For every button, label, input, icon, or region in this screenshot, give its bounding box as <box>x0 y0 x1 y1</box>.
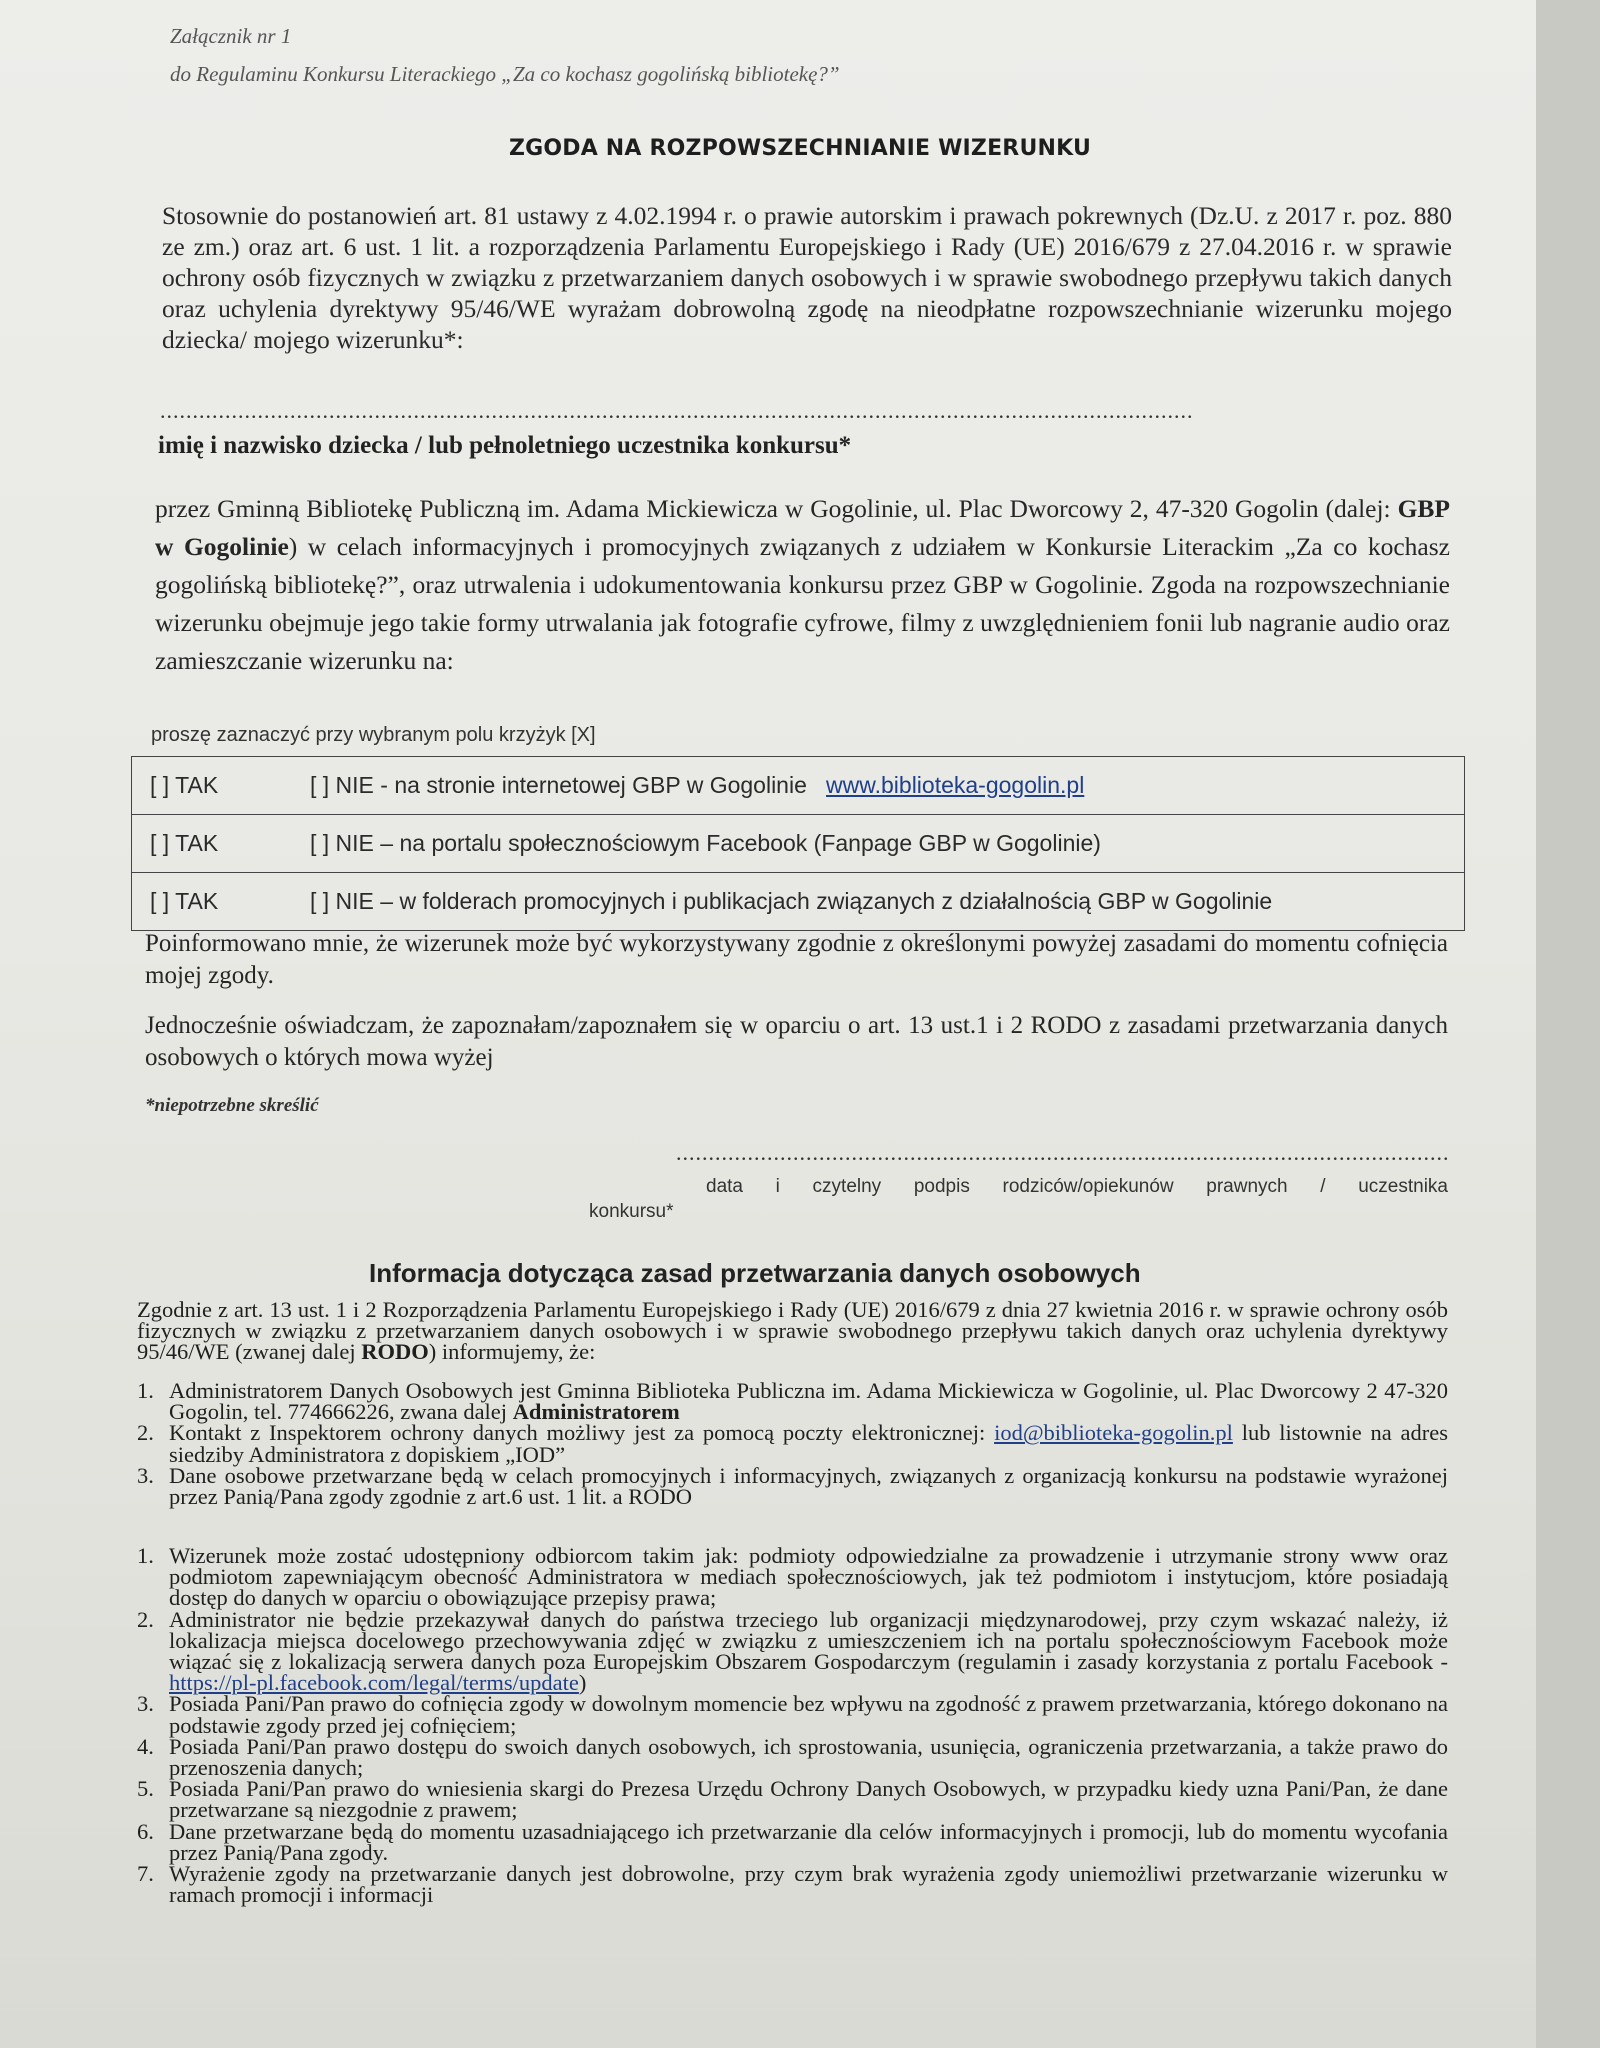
signature-label-continued: konkursu* <box>589 1201 674 1222</box>
info-intro-bold: RODO <box>361 1339 429 1364</box>
facebook-terms-link[interactable]: https://pl-pl.facebook.com/legal/terms/update <box>169 1670 579 1696</box>
rodo-declaration-paragraph: Jednocześnie oświadczam, że zapoznałam/zapoznałem się w oparciu o art. 13 ust.1 i 2 RODO z zasadami przetwarzania danych osobowych o których mowa wyżej <box>145 1012 1448 1071</box>
signature-fill-line: ....................................................................................................................... <box>676 1140 1450 1165</box>
option-cell <box>132 873 1465 931</box>
info-list-secondary <box>137 1543 1448 1908</box>
info-list-primary <box>137 1378 1448 1510</box>
list-item <box>137 1861 1448 1908</box>
list-text-bold: Administratorem <box>512 1399 680 1425</box>
strike-note: *niepotrzebne skreślić <box>145 1095 319 1116</box>
signature-label: data i czytelny podpis rodziców/opiekunów prawnych / uczestnika <box>706 1176 1448 1197</box>
list-item <box>137 1606 1448 1696</box>
option-row-publications <box>132 873 1465 931</box>
list-item <box>137 1462 1448 1510</box>
list-text: Posiada Pani/Pan prawo dostępu do swoich danych osobowych, ich sprostowania, usunięcia, ograniczenia przetwarzania, a także prawo do przenoszenia danych; <box>169 1733 1448 1781</box>
list-item <box>137 1378 1448 1425</box>
list-text: Posiada Pani/Pan prawo do wniesienia skargi do Prezesa Urzędu Ochrony Danych Osobowych, w przypadku kiedy uzna Pani/Pan, że dane przetwarzane są niezgodnie z prawem; <box>169 1776 1448 1823</box>
scope-text-bold: GBP w Gogolinie <box>155 494 1450 561</box>
list-text: Dane przetwarzane będą do momentu uzasadniającego ich przetwarzanie dla celów informacyjnych i promocji, lub do momentu wycofania przez Panią/Pana zgody. <box>169 1818 1448 1865</box>
option-row-facebook <box>132 815 1465 873</box>
no-checkbox-text[interactable]: [ ] NIE - na stronie internetowej GBP w Gogolinie <box>310 772 807 798</box>
info-intro-b: ) informujemy, że: <box>428 1339 596 1364</box>
list-number: 5. <box>137 1776 154 1802</box>
no-checkbox-text[interactable]: [ ] NIE – na portalu społecznościowym Facebook (Fanpage GBP w Gogolinie) <box>310 830 1101 856</box>
option-row-website <box>132 757 1465 815</box>
list-number: 3. <box>137 1691 154 1717</box>
list-number: 6. <box>137 1818 154 1844</box>
scope-text-b: ) w celach informacyjnych i promocyjnych związanych z udziałem w Konkursie Literackim „Za co kochasz gogolińską bibliotekę?”, oraz utrwalenia i udokumentowania konkursu przez GBP w Gogolinie. Zgoda na rozpowszechnianie wizerunku obejmuje jego takie formy utrwalania jak fotografie cyfrowe, filmy z uwzględnieniem fonii lub nagranie audio oraz zamieszczanie wizerunku na: <box>155 532 1450 675</box>
consent-options-table <box>131 756 1465 931</box>
list-number: 4. <box>137 1733 154 1759</box>
info-intro-paragraph <box>137 1299 1448 1362</box>
website-link[interactable]: www.biblioteka-gogolin.pl <box>826 772 1085 798</box>
annex-number: Załącznik nr 1 <box>170 24 292 48</box>
info-section-title: Informacja dotycząca zasad przetwarzania danych osobowych <box>369 1258 1141 1288</box>
checkbox-instruction: proszę zaznaczyć przy wybranym polu krzyżyk [X] <box>151 724 596 746</box>
option-cell <box>132 815 1465 873</box>
list-text: Administratorem Danych Osobowych jest Gminna Biblioteka Publiczna im. Adama Mickiewicza w Gogolinie, ul. Plac Dworcowy 2 47-320 Gogolin, tel. 774666226, zwana dalej <box>169 1378 1448 1425</box>
iod-email-link[interactable]: iod@biblioteka-gogolin.pl <box>994 1420 1233 1446</box>
list-number: 2. <box>137 1606 154 1632</box>
annex-reference: do Regulaminu Konkursu Literackiego „Za co kochasz gogolińską bibliotekę?” <box>170 62 840 86</box>
list-text: Wyrażenie zgody na przetwarzanie danych jest dobrowolne, przy czym brak wyrażenia zgody uniemożliwi przetwarzanie wizerunku w ramach promocji i informacji <box>169 1861 1448 1908</box>
yes-checkbox[interactable]: [ ] TAK <box>150 772 219 798</box>
list-text: Kontakt z Inspektorem ochrony danych możliwy jest za pomocą poczty elektronicznej: <box>169 1420 995 1446</box>
list-item <box>137 1545 1448 1609</box>
withdrawal-info-paragraph: Poinformowano mnie, że wizerunek może być wykorzystywany zgodnie z określonymi powyżej zasadami do momentu cofnięcia mojej zgody. <box>145 930 1448 989</box>
list-text: Wizerunek może zostać udostępniony odbiorcom takim jak: podmioty odpowiedzialne za prowadzenie i utrzymanie strony www oraz podmiotom zapewniającym obecność Administratora w mediach społecznościowych, jak też podmiotom i instytucjom, które posiadają dostęp do danych w oparciu o obowiązujące przepisy prawa; <box>169 1543 1448 1611</box>
info-intro-a: Zgodnie z art. 13 ust. 1 i 2 Rozporządzenia Parlamentu Europejskiego i Rady (UE) 2016/679 z dnia 27 kwietnia 2016 r. w sprawie ochrony osób fizycznych w związku z przetwarzaniem danych osobowych i w sprawie swobodnego przepływu takich danych oraz uchylenia dyrektywy 95/46/WE (zwanej dalej <box>137 1297 1448 1364</box>
list-item <box>137 1691 1448 1738</box>
list-text: Dane osobowe przetwarzane będą w celach promocyjnych i informacyjnych, związanych z organizacją konkursu na podstawie wyrażonej przez Panią/Pana zgody zgodnie z art.6 ust. 1 lit. a RODO <box>169 1462 1448 1510</box>
consent-scope-paragraph <box>155 490 1450 680</box>
list-number: 2. <box>137 1420 154 1446</box>
yes-checkbox[interactable]: [ ] TAK <box>150 830 219 856</box>
document-title: ZGODA NA ROZPOWSZECHNIANIE WIZERUNKU <box>508 136 1092 161</box>
list-item <box>137 1776 1448 1823</box>
list-item <box>137 1733 1448 1781</box>
list-text-tail: lub listownie na adres siedziby Administratora z dopiskiem „IOD” <box>169 1420 1448 1467</box>
list-item <box>137 1420 1448 1467</box>
consent-intro-paragraph: Stosownie do postanowień art. 81 ustawy z 4.02.1994 r. o prawie autorskim i prawach pokrewnych (Dz.U. z 2017 r. poz. 880 ze zm.) oraz art. 6 ust. 1 lit. a rozporządzenia Parlamentu Europejskiego i Rady (UE) 2016/679 z 27.04.2016 r. w sprawie ochrony osób fizycznych w związku z przetwarzaniem danych osobowych i w sprawie swobodnego przepływu takich danych oraz uchylenia dyrektywy 95/46/WE wyrażam dobrowolną zgodę na nieodpłatne rozpowszechnianie wizerunku mojego dziecka/ mojego wizerunku*: <box>162 201 1452 354</box>
no-checkbox-text[interactable]: [ ] NIE – w folderach promocyjnych i publikacjach związanych z działalnością GBP w Gogolinie <box>310 888 1273 914</box>
name-field-label: imię i nazwisko dziecka / lub pełnoletniego uczestnika konkursu* <box>158 432 852 459</box>
option-cell <box>132 757 1465 815</box>
list-number: 1. <box>137 1378 154 1403</box>
list-number: 1. <box>137 1543 154 1568</box>
list-number: 3. <box>137 1462 154 1488</box>
name-fill-line: ............................................................................................................................................................... <box>160 398 1194 423</box>
scope-text-a: przez Gminną Bibliotekę Publiczną im. Adama Mickiewicza w Gogolinie, ul. Plac Dworcowy 2, 47-320 Gogolin (dalej: <box>155 494 1398 523</box>
list-text: Posiada Pani/Pan prawo do cofnięcia zgody w dowolnym momencie bez wpływu na zgodność z prawem przetwarzania, którego dokonano na podstawie zgody przed jej cofnięciem; <box>169 1691 1448 1738</box>
list-number: 7. <box>137 1861 154 1887</box>
yes-checkbox[interactable]: [ ] TAK <box>150 888 219 914</box>
list-item <box>137 1818 1448 1865</box>
list-text-tail: ) <box>578 1670 587 1696</box>
list-text: Administrator nie będzie przekazywał danych do państwa trzeciego lub organizacji międzynarodowej, przy czym wskazać należy, iż lokalizacja miejsca docelowego przechowywania zdjęć w związku z umieszczeniem ich na portalu społecznościowym Facebook może wiązać się z lokalizacją serwera danych poza Europejskim Obszarem Gospodarczym (regulamin i zasady korzystania z portalu Facebook - <box>169 1606 1448 1675</box>
